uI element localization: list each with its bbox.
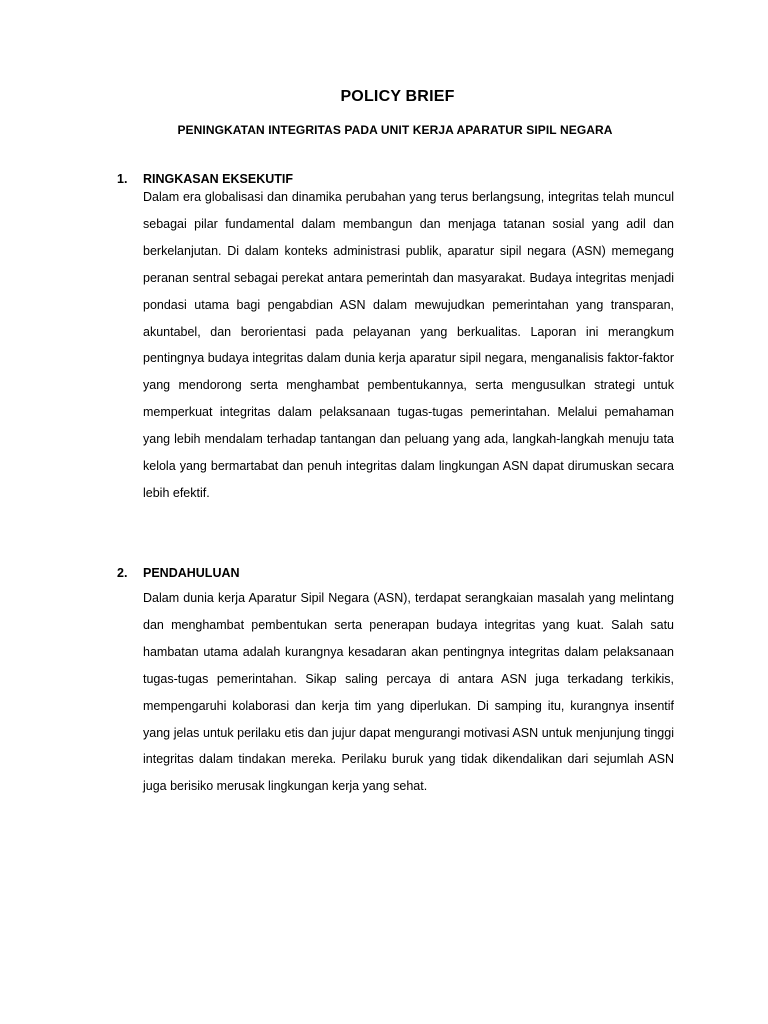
document-title: POLICY BRIEF xyxy=(340,88,455,105)
document-subtitle: PENINGKATAN INTEGRITAS PADA UNIT KERJA APARATUR SIPIL NEGARA xyxy=(177,123,613,137)
section-number: 2. xyxy=(117,566,128,580)
section-title: PENDAHULUAN xyxy=(143,566,240,580)
section-heading-pendahuluan xyxy=(117,566,240,580)
section-number: 1. xyxy=(117,172,128,186)
section-body-pendahuluan: Dalam dunia kerja Aparatur Sipil Negara (ASN), terdapat serangkaian masalah yang melintang dan menghambat pembentukan serta penerapan budaya integritas yang kuat. Salah satu hambatan utama adalah kurangnya kesadaran akan pentingnya integritas dalam pelaksanaan tugas-tugas pemerintahan. Sikap saling percaya di antara ASN juga terkadang terkikis, mempengaruhi kolaborasi dan kerja tim yang diperlukan. Di samping itu, kurangnya insentif yang jelas untuk perilaku etis dan jujur dapat mengurangi motivasi ASN untuk menjunjung tinggi integritas dalam tindakan mereka. Perilaku buruk yang tidak dikendalikan dari sejumlah ASN juga berisiko merusak lingkungan kerja yang sehat. xyxy=(143,591,674,794)
section-title: RINGKASAN EKSEKUTIF xyxy=(143,172,294,186)
section-body-ringkasan-eksekutif: Dalam era globalisasi dan dinamika perubahan yang terus berlangsung, integritas telah muncul sebagai pilar fundamental dalam membangun dan menjaga tatanan sosial yang adil dan berkelanjutan. Di dalam konteks administrasi publik, aparatur sipil negara (ASN) memegang peranan sentral sebagai perekat antara pemerintah dan masyarakat. Budaya integritas menjadi pondasi utama bagi pengabdian ASN dalam mewujudkan pemerintahan yang transparan, akuntabel, dan berorientasi pada pelayanan yang berkualitas. Laporan ini merangkum pentingnya budaya integritas dalam dunia kerja aparatur sipil negara, menganalisis faktor-faktor yang mendorong serta menghambat pembentukannya, serta mengusulkan strategi untuk memperkuat integritas dalam pelaksanaan tugas-tugas pemerintahan. Melalui pemahaman yang lebih mendalam terhadap tantangan dan peluang yang ada, langkah-langkah menuju tata kelola yang bermartabat dan penuh integritas dalam lingkungan ASN dapat dirumuskan secara lebih efektif. xyxy=(143,190,674,500)
